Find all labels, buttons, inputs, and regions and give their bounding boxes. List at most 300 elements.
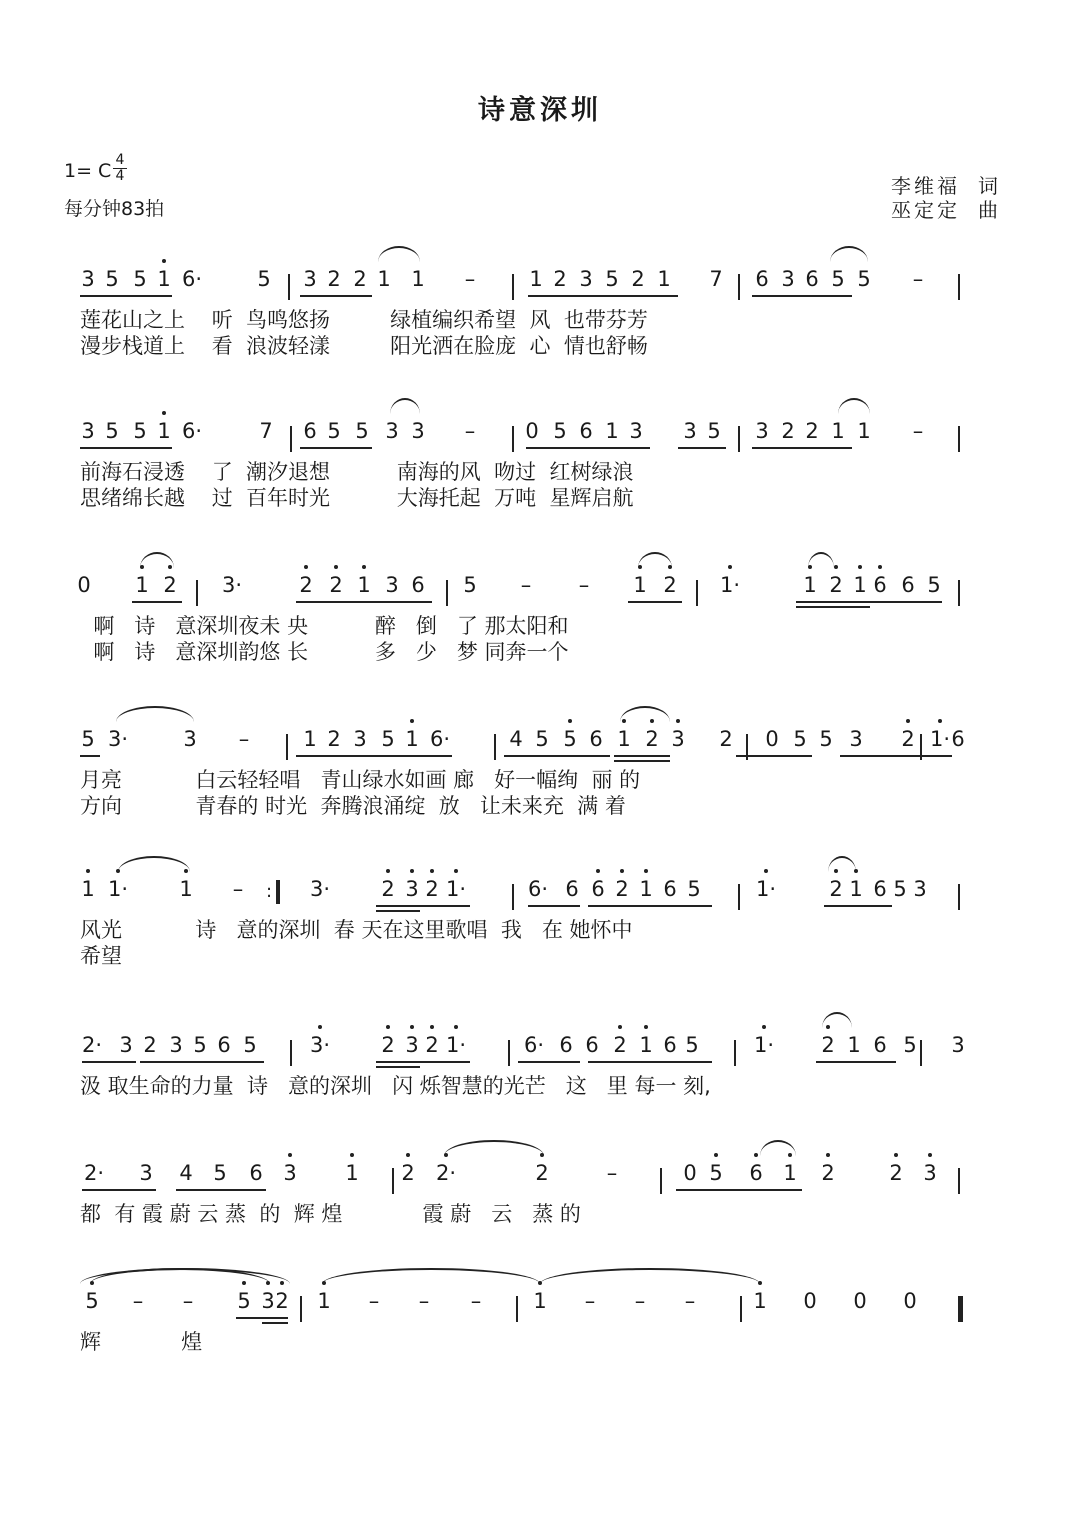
note: 6 — [805, 267, 819, 291]
note: 3 — [280, 1156, 300, 1190]
note: 2 — [532, 1156, 552, 1190]
note: 6 — [565, 877, 579, 901]
note: 3 — [353, 727, 367, 751]
note: 6 — [901, 573, 915, 597]
note: 0 — [525, 419, 539, 443]
note-dash: – — [606, 1161, 618, 1185]
lyricist-role: 词 — [978, 174, 1001, 198]
note: 2 — [612, 872, 632, 906]
slur-tie — [838, 398, 870, 414]
note: 1 — [354, 568, 374, 602]
barline — [958, 1168, 960, 1194]
barline — [288, 274, 290, 300]
slur-tie — [638, 552, 672, 568]
note: 5 — [105, 267, 119, 291]
beam-underline — [614, 755, 670, 757]
beam-underline — [518, 1061, 580, 1063]
lyric-line-4-1: 月亮 白云轻轻唱 青山绿水如画 廊 好一幅绚 丽 的 — [80, 768, 641, 792]
note: 2 — [353, 267, 367, 291]
note: 2 — [422, 872, 442, 906]
note: 1 — [614, 722, 634, 756]
beam-underline — [528, 295, 678, 297]
note: 2 — [818, 1028, 838, 1062]
note: 6 — [217, 1033, 231, 1057]
note: 5 — [793, 727, 807, 751]
note: 1 — [529, 267, 543, 291]
composer-name: 巫定定 — [891, 198, 960, 222]
note: 1 — [831, 419, 845, 443]
note: 2 — [160, 568, 180, 602]
note: 3 — [579, 267, 593, 291]
octave-dot — [410, 1025, 414, 1029]
lyric-line-8-1: 辉 煌 — [80, 1330, 203, 1354]
note: 6 — [870, 568, 890, 602]
note: 1 — [402, 722, 422, 756]
beam-underline — [526, 447, 650, 449]
final-barline — [958, 1296, 963, 1322]
note: 2 — [143, 1033, 157, 1057]
note: 6· — [182, 419, 203, 443]
barline — [958, 426, 960, 452]
note: 6 — [951, 727, 965, 751]
note: 6 — [589, 727, 603, 751]
beam-underline — [262, 1322, 288, 1324]
lyric-line-2-1: 前海石浸透 了 潮汐退想 南海的风 吻过 红树绿浪 — [80, 460, 634, 484]
beam-underline — [82, 1189, 156, 1191]
note: 5 — [706, 1156, 726, 1190]
octave-dot — [350, 1153, 354, 1157]
note: 7 — [259, 419, 273, 443]
barline — [516, 1296, 518, 1322]
note: 5 — [213, 1161, 227, 1185]
note: 0 — [853, 1289, 867, 1313]
note-dash: – — [232, 877, 244, 901]
note: 2· — [84, 1161, 105, 1185]
note: 0 — [77, 573, 91, 597]
note: 3· — [108, 727, 129, 751]
note: 6· — [524, 1033, 545, 1057]
beam-underline — [752, 447, 852, 449]
note-dash: – — [912, 267, 924, 291]
lyric-line-3-2: 啊 诗 意深圳韵悠 长 多 少 梦 同奔一个 — [80, 640, 569, 664]
note: 1 — [342, 1156, 362, 1190]
barline — [512, 426, 514, 452]
note-dash: – — [912, 419, 924, 443]
note: 0 — [683, 1161, 697, 1185]
note: 1 — [800, 568, 820, 602]
note: 6 — [303, 419, 317, 443]
beam-underline — [588, 905, 712, 907]
note: 1· — [108, 872, 128, 906]
note: 1 — [846, 872, 866, 906]
octave-dot — [318, 1025, 322, 1029]
note: 1 — [78, 872, 98, 906]
lyricist-name: 李维福 — [891, 174, 960, 198]
octave-dot — [644, 1025, 648, 1029]
slur-tie — [390, 398, 420, 414]
beam-underline — [588, 1061, 712, 1063]
note: 1 — [154, 414, 174, 448]
barline — [738, 274, 740, 300]
note: 3 — [258, 1284, 278, 1318]
note: 2 — [805, 419, 819, 443]
note: 3 — [951, 1033, 965, 1057]
note: 5 — [355, 419, 369, 443]
note-dash: – — [520, 573, 532, 597]
barline — [290, 1040, 292, 1066]
note: 5 — [927, 573, 941, 597]
note: 2 — [378, 1028, 398, 1062]
note: 0 — [903, 1289, 917, 1313]
lyric-line-1-2: 漫步栈道上 看 浪波轻漾 阳光洒在脸庞 心 情也舒畅 — [80, 334, 648, 358]
barline — [286, 734, 288, 760]
note: 2 — [610, 1028, 630, 1062]
note-dash: – — [368, 1289, 380, 1313]
tempo-marking: 每分钟83拍 — [64, 198, 165, 220]
octave-dot — [762, 1025, 766, 1029]
note: 2 — [378, 872, 398, 906]
barline — [494, 734, 496, 760]
note: 3 — [402, 872, 422, 906]
note-dash: – — [584, 1289, 596, 1313]
time-signature — [113, 154, 127, 183]
note: 2· — [82, 1033, 103, 1057]
beam-underline — [236, 1317, 288, 1319]
octave-dot — [728, 565, 732, 569]
note: 5 — [82, 1284, 102, 1318]
beam-underline — [80, 447, 172, 449]
time-signature-bottom: 4 — [115, 168, 125, 184]
note: 2 — [781, 419, 795, 443]
lyric-line-5-2: 希望 — [80, 944, 122, 968]
octave-dot — [754, 1153, 758, 1157]
octave-dot — [878, 565, 882, 569]
barline — [958, 580, 960, 606]
note: 3 — [411, 419, 425, 443]
beam-underline — [678, 447, 726, 449]
octave-dot — [454, 1025, 458, 1029]
barline — [196, 580, 198, 606]
note: 1 — [176, 872, 196, 906]
note: 3 — [629, 419, 643, 443]
time-signature-top: 4 — [115, 152, 125, 168]
note: 6 — [579, 419, 593, 443]
key-signature: 1= C — [64, 160, 112, 182]
note-dash: – — [464, 419, 476, 443]
note: 3 — [849, 727, 863, 751]
beam-underline — [376, 1066, 420, 1068]
note: 2 — [886, 1156, 906, 1190]
note: 5 — [133, 419, 147, 443]
note: 3· — [310, 877, 331, 901]
composer-credit — [891, 194, 1001, 223]
note: 5 — [831, 267, 845, 291]
repeat-sign: : — [266, 880, 280, 904]
octave-dot — [410, 869, 414, 873]
octave-dot — [644, 869, 648, 873]
note: 6 — [249, 1161, 263, 1185]
beam-underline — [870, 601, 942, 603]
note: 5 — [81, 727, 95, 751]
barline — [392, 1168, 394, 1194]
note: 3 — [402, 1028, 422, 1062]
octave-dot — [906, 719, 910, 723]
note: 1· — [754, 1028, 774, 1062]
lyric-line-5-1: 风光 诗 意的深圳 春 天在这里歌唱 我 在 她怀中 — [80, 918, 633, 942]
note-dash: – — [684, 1289, 696, 1313]
barline — [958, 274, 960, 300]
beam-underline — [824, 905, 892, 907]
note: 5 — [687, 877, 701, 901]
note: 3 — [668, 722, 688, 756]
beam-underline — [736, 755, 812, 757]
note: 1 — [750, 1284, 770, 1318]
beam-underline — [296, 755, 452, 757]
note: 2 — [327, 727, 341, 751]
note: 1 — [636, 1028, 656, 1062]
note: 5 — [193, 1033, 207, 1057]
octave-dot — [894, 1153, 898, 1157]
lyric-line-7-1: 都 有 霞 蔚 云 蒸 的 辉 煌 霞 蔚 云 蒸 的 — [80, 1202, 581, 1226]
barline — [508, 1040, 510, 1066]
note-dash: – — [418, 1289, 430, 1313]
octave-dot — [406, 1153, 410, 1157]
note: 1 — [605, 419, 619, 443]
note: 2 — [660, 568, 680, 602]
note: 3 — [683, 419, 697, 443]
note: 3 — [913, 877, 927, 901]
note-dash: – — [238, 727, 250, 751]
note: 5 — [707, 419, 721, 443]
barline — [958, 884, 960, 910]
lyric-line-4-2: 方向 青春的 时光 奔腾浪涌绽 放 让未来充 满 着 — [80, 794, 626, 818]
slur-tie — [322, 1268, 540, 1284]
slur-tie — [140, 552, 174, 568]
lyric-line-2-2: 思绪绵长越 过 百年时光 大海托起 万吨 星辉启航 — [80, 486, 634, 510]
note: 3 — [169, 1033, 183, 1057]
note: 0 — [803, 1289, 817, 1313]
note: 3 — [81, 267, 95, 291]
octave-dot — [430, 869, 434, 873]
octave-dot — [334, 565, 338, 569]
octave-dot — [826, 1153, 830, 1157]
note: 6· — [182, 267, 203, 291]
barline — [660, 1168, 662, 1194]
octave-dot — [430, 1025, 434, 1029]
note: 3 — [183, 727, 197, 751]
note: 4 — [509, 727, 523, 751]
note: 1 — [314, 1284, 334, 1318]
note: 6 — [411, 573, 425, 597]
slur-tie — [808, 552, 834, 568]
note: 2 — [272, 1284, 292, 1318]
slur-tie — [760, 1140, 796, 1156]
octave-dot — [928, 1153, 932, 1157]
beam-underline — [614, 760, 670, 762]
note: 3· — [222, 573, 243, 597]
octave-dot — [938, 719, 942, 723]
beam-underline — [300, 295, 372, 297]
barline — [512, 274, 514, 300]
note: 3 — [81, 419, 95, 443]
octave-dot — [386, 869, 390, 873]
note-dash: – — [464, 267, 476, 291]
note: 2 — [631, 267, 645, 291]
note-dash: – — [470, 1289, 482, 1313]
slur-tie — [118, 856, 190, 872]
note: 3 — [139, 1161, 153, 1185]
slur-tie — [116, 706, 194, 722]
octave-dot — [86, 869, 90, 873]
note: 5 — [553, 419, 567, 443]
note: 5 — [381, 727, 395, 751]
slur-tie — [822, 1012, 852, 1028]
barline — [734, 1040, 736, 1066]
note: 5 — [105, 419, 119, 443]
note: 1· — [446, 1028, 466, 1062]
beam-underline — [796, 606, 870, 608]
beam-underline — [796, 601, 870, 603]
note: 6 — [663, 1033, 677, 1057]
note: 2 — [296, 568, 316, 602]
note: 7 — [709, 267, 723, 291]
note: 5 — [133, 267, 147, 291]
note: 1 — [636, 872, 656, 906]
note: 2 — [326, 568, 346, 602]
barline — [738, 884, 740, 910]
note: 5 — [234, 1284, 254, 1318]
note-dash: – — [634, 1289, 646, 1313]
note: 3 — [119, 1033, 133, 1057]
note: 3 — [385, 419, 399, 443]
note: 3 — [385, 573, 399, 597]
note: 1 — [154, 262, 174, 296]
note: 1 — [411, 267, 425, 291]
note: 5 — [857, 267, 871, 291]
beam-underline — [752, 295, 852, 297]
octave-dot — [858, 565, 862, 569]
lyric-line-1-1: 莲花山之上 听 鸟鸣悠扬 绿植编织希望 风 也带芬芳 — [80, 308, 648, 332]
beam-underline — [816, 1061, 896, 1063]
note: 5 — [463, 573, 477, 597]
note: 2 — [818, 1156, 838, 1190]
note: 1 — [850, 568, 870, 602]
note: 3 — [755, 419, 769, 443]
lyric-line-6-1: 汲 取生命的力量 诗 意的深圳 闪 烁智慧的光芒 这 里 每一 刻, — [80, 1074, 711, 1098]
lyric-line-3-1: 啊 诗 意深圳夜未 央 醉 倒 了 那太阳和 — [80, 614, 569, 638]
octave-dot — [454, 869, 458, 873]
note: 5 — [560, 722, 580, 756]
slur-tie — [830, 246, 868, 262]
beam-underline — [80, 755, 100, 757]
note: 4 — [179, 1161, 193, 1185]
octave-dot — [764, 869, 768, 873]
note: 6 — [873, 1033, 887, 1057]
note: 5 — [819, 727, 833, 751]
slur-tie — [828, 856, 856, 872]
beam-underline — [504, 755, 610, 757]
note: 2 — [826, 872, 846, 906]
octave-dot — [410, 719, 414, 723]
octave-dot — [714, 1153, 718, 1157]
note: 2 — [553, 267, 567, 291]
note: 1· — [930, 722, 950, 756]
note: 0 — [765, 727, 779, 751]
note: 1· — [446, 872, 466, 906]
barline — [512, 884, 514, 910]
octave-dot — [362, 565, 366, 569]
barline — [290, 426, 292, 452]
barline — [696, 580, 698, 606]
octave-dot — [834, 565, 838, 569]
note: 5 — [903, 1033, 917, 1057]
note: 6 — [873, 877, 887, 901]
composer-role: 曲 — [978, 198, 1001, 222]
beam-underline — [840, 755, 952, 757]
slur-tie — [378, 246, 420, 262]
note: 6 — [746, 1156, 766, 1190]
note: 6 — [559, 1033, 573, 1057]
barline — [446, 580, 448, 606]
note-dash: – — [132, 1289, 144, 1313]
note: 2 — [642, 722, 662, 756]
note: 5 — [685, 1033, 699, 1057]
note: 3 — [303, 267, 317, 291]
note: 1 — [377, 267, 391, 291]
note: 1 — [847, 1033, 861, 1057]
note: 2 — [719, 727, 733, 751]
note: 1· — [756, 872, 776, 906]
octave-dot — [596, 869, 600, 873]
note: 1 — [857, 419, 871, 443]
beam-underline — [676, 1189, 802, 1191]
note: 5 — [327, 419, 341, 443]
note: 1 — [630, 568, 650, 602]
note: 1 — [303, 727, 317, 751]
barline — [738, 426, 740, 452]
note: 3· — [310, 1028, 330, 1062]
slur-tie — [620, 706, 670, 722]
beam-underline — [376, 905, 470, 907]
note: 6 — [755, 267, 769, 291]
octave-dot — [162, 259, 166, 263]
note: 2 — [327, 267, 341, 291]
beam-underline — [376, 910, 420, 912]
beam-underline — [528, 905, 580, 907]
slur-tie — [540, 1268, 760, 1284]
note: 5 — [605, 267, 619, 291]
barline — [300, 1296, 302, 1322]
note: 6 — [585, 1033, 599, 1057]
barline — [920, 1040, 922, 1066]
note: 5 — [893, 877, 907, 901]
beam-underline — [140, 1061, 264, 1063]
slur-tie — [444, 1140, 544, 1156]
octave-dot — [568, 719, 572, 723]
note: 5 — [535, 727, 549, 751]
octave-dot — [618, 1025, 622, 1029]
beam-underline — [82, 1061, 136, 1063]
octave-dot — [288, 1153, 292, 1157]
beam-underline — [80, 295, 172, 297]
octave-dot — [162, 411, 166, 415]
beam-underline — [296, 601, 432, 603]
note: 1 — [780, 1156, 800, 1190]
beam-underline — [176, 1189, 266, 1191]
note-dash: – — [578, 573, 590, 597]
note: 5 — [257, 267, 271, 291]
note: 6 — [588, 872, 608, 906]
